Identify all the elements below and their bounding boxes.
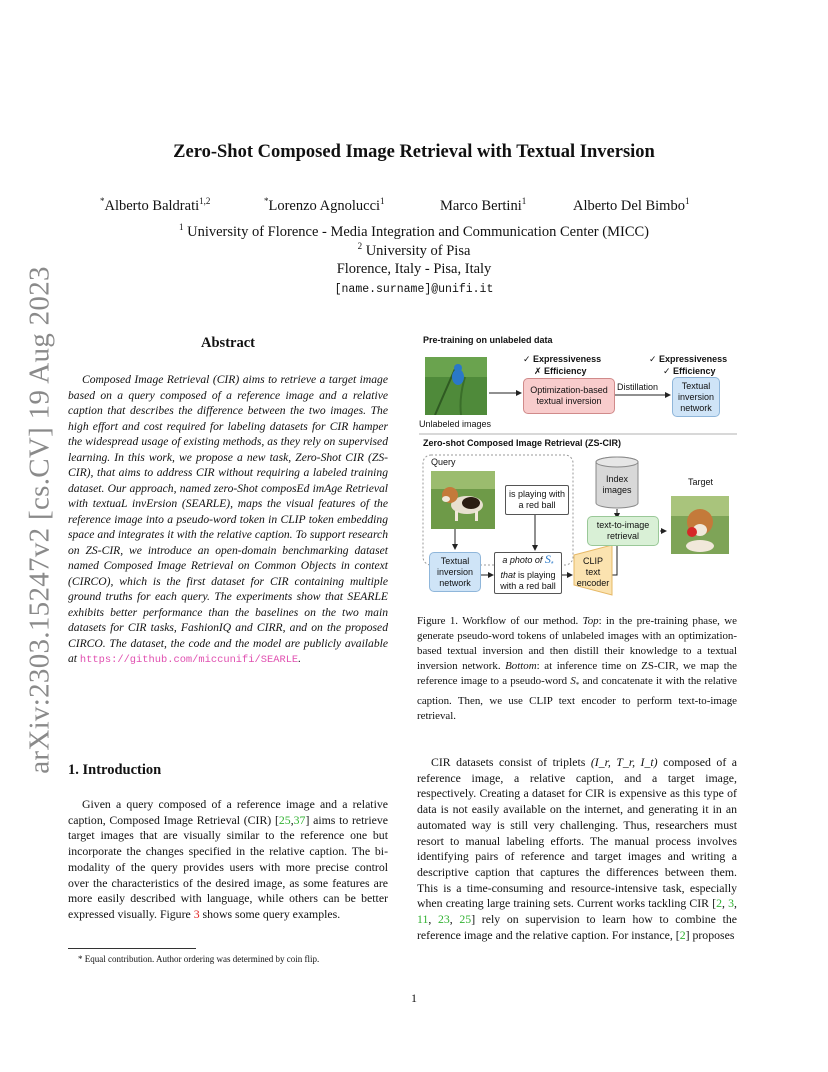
footnote: * Equal contribution. Author ordering was determined by coin flip. bbox=[78, 954, 320, 964]
abstract-heading: Abstract bbox=[201, 335, 255, 351]
target-label: Target bbox=[688, 477, 714, 487]
relative-caption-box: is playing with a red ball bbox=[505, 485, 569, 515]
section-heading-introduction: 1. Introduction bbox=[68, 762, 162, 778]
unlabeled-images-label: Unlabeled images bbox=[419, 419, 492, 429]
affiliation-2: $^2$ University of Pisa bbox=[357, 241, 471, 259]
citation-link[interactable]: 37 bbox=[293, 812, 306, 827]
arxiv-stamp-text: arXiv:2303.15247v2 [cs.CV] 19 Aug 2023 bbox=[23, 266, 56, 774]
index-images-label: Index images bbox=[602, 474, 632, 495]
right-column-paragraph: CIR datasets consist of triplets (I_r, T_r, I_t) composed of a reference image, a relative caption, and a target image, respectively. Creating a dataset for CIR is expensive as this type of data is not easily available on the internet, and generating it in an automated way is still very challenging. Thus, researchers must resort to manual labeling efforts. The manual process involves identifying pairs of reference and target images and writing a descriptive caption that captures the differences between them. This is a time-consuming and resource-intensive task, especially when creating large training sets. Current works tackling CIR [2, 3, 11, 23, 25] rely on supervision to learn how to combine the reference image and the relative caption. For instance, [2] proposes bbox=[417, 755, 737, 942]
intro-paragraph: Given a query composed of a reference image and a relative caption, Composed Image Retrieval (CIR) [25,37] aims to retrieve target images that are visually similar to the reference one but incorporate the changes specified in the relative caption. The bi-modality of the query provides users with more precise control over the characteristics of the desired image, as some features are more easily described with language, while others can be better expressed visually. Figure 3 shows some query examples. bbox=[68, 797, 388, 921]
citation-link[interactable]: 25 bbox=[278, 812, 291, 827]
author-3: Marco Bertini$^1$ bbox=[440, 196, 527, 214]
author-4: Alberto Del Bimbo$^1$ bbox=[573, 196, 690, 214]
optimization-textual-inversion-box: Optimization-based textual inversion bbox=[523, 378, 615, 414]
figure-1 bbox=[417, 333, 739, 605]
figure-bottom-title: Zero-shot Composed Image Retrieval (ZS-CIR) bbox=[423, 438, 622, 448]
author-1: *Alberto Baldrati$^{1,2}$ bbox=[100, 196, 211, 214]
affiliation-1: $^1$ University of Florence - Media Integration and Communication Center (MICC) bbox=[178, 222, 649, 240]
author-2: *Lorenzo Agnolucci$^1$ bbox=[264, 196, 385, 214]
target-dog-image bbox=[671, 496, 729, 554]
paper-title: Zero-Shot Composed Image Retrieval with Textual Inversion bbox=[173, 142, 655, 162]
citation-link[interactable]: 2 bbox=[716, 896, 723, 911]
distillation-label: Distillation bbox=[617, 382, 659, 392]
figure-top-title: Pre-training on unlabeled data bbox=[423, 335, 553, 345]
footnote-rule bbox=[68, 948, 196, 949]
textual-inversion-network-box-bottom: Textual inversion network bbox=[429, 552, 481, 592]
arxiv-stamp bbox=[22, 266, 58, 774]
expressiveness-2: ✓ Expressiveness bbox=[649, 354, 728, 364]
query-label: Query bbox=[431, 457, 456, 467]
efficiency-2: ✓ Efficiency bbox=[663, 366, 716, 376]
abstract-body: Composed Image Retrieval (CIR) aims to retrieve a target image based on a query composed of a reference image and a relative caption that describes the difference between the two images. The high effort and cost required for labeling datasets for CIR hamper the widespread usage of existing methods, as they rely on supervised learning. In this work, we propose a new task, Zero-Shot CIR (ZS-CIR), that aims to address CIR without requiring a labeled training dataset. Our approach, named zero-Shot composEd imAge Retrieval with textuaL invErsion (SEARLE), maps the visual features of the reference image into a pseudo-word token in CLIP token embedding space and integrates it with the relative caption. To support research on ZS-CIR, we introduce an open-domain benchmarking dataset named Composed Image Retrieval on Common Objects in context (CIRCO), which is the first dataset for CIR containing multiple ground truths for each query. The experiments show that SEARLE exhibits better performance than the baselines on the two main datasets for CIR tasks, FashionIQ and CIRR, and on the proposed CIRCO. The dataset, the code and the model are publicly available at https://github.com/miccunifi/SEARLE. bbox=[68, 373, 388, 666]
affiliation-3: Florence, Italy - Pisa, Italy bbox=[336, 261, 492, 277]
citation-link[interactable]: 11 bbox=[417, 912, 429, 927]
email: [name.surname]@unifi.it bbox=[334, 283, 494, 296]
reference-dog-image bbox=[431, 471, 495, 529]
figure-caption: Figure 1. Workflow of our method. Top: in the pre-training phase, we generate pseudo-word tokens of unlabeled images with an optimization-based textual inversion and then distill their knowledge to a textual inversion network. Bottom: at inference time on ZS-CIR, we map the reference image to a pseudo-word $S_*$ and concatenate it with the relative caption. Then, we use CLIP text encoder to perform text-to-image retrieval. bbox=[417, 615, 737, 722]
pseudo-word-prompt-box: a photo of $S_*$ that is playing with a red ball bbox=[494, 552, 562, 594]
clip-text-encoder-label: CLIP text encoder bbox=[576, 555, 610, 588]
text-to-image-retrieval-box: text-to-image retrieval bbox=[587, 516, 659, 546]
efficiency-1: ✗ Efficiency bbox=[534, 366, 587, 376]
textual-inversion-network-box-top: Textual inversion network bbox=[672, 377, 720, 417]
triplet-notation: (I_r, T_r, I_t) bbox=[590, 755, 658, 769]
citation-link[interactable]: 2 bbox=[679, 927, 686, 942]
expressiveness-1: ✓ Expressiveness bbox=[523, 354, 602, 364]
figure-ref-link[interactable]: 3 bbox=[193, 906, 200, 921]
code-link[interactable]: https://github.com/miccunifi/SEARLE bbox=[79, 654, 299, 666]
citation-link[interactable]: 23 bbox=[437, 912, 450, 927]
citation-link[interactable]: 3 bbox=[728, 896, 735, 911]
citation-link[interactable]: 25 bbox=[459, 912, 472, 927]
page-number: 1 bbox=[411, 991, 417, 1005]
